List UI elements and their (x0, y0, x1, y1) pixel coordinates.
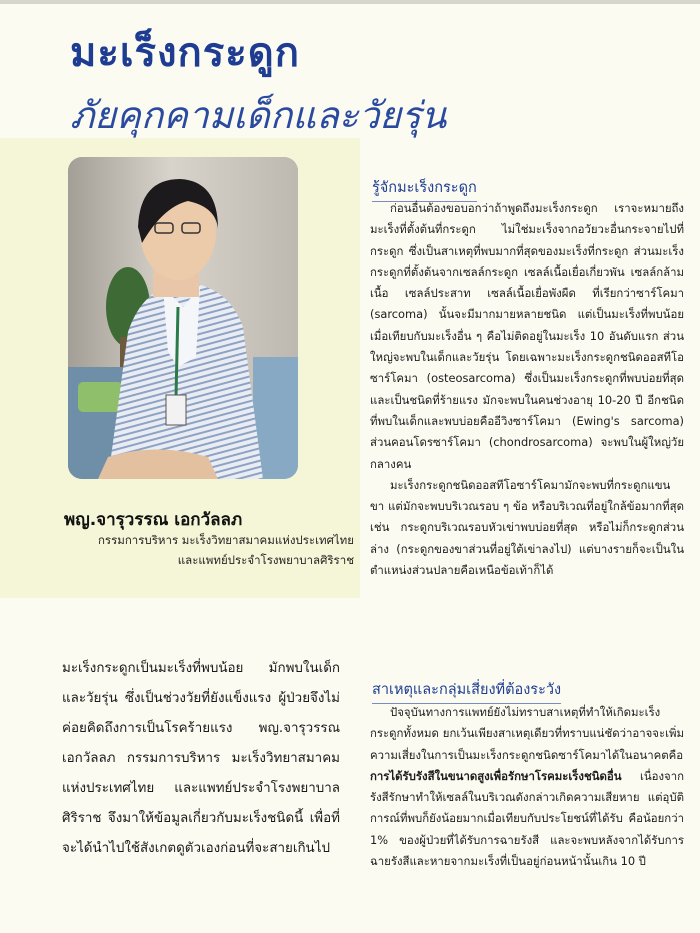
section-heading-causes: สาเหตุและกลุ่มเสี่ยงที่ต้องระวัง (372, 678, 561, 704)
section-about-body (370, 198, 684, 581)
doctor-credentials (64, 530, 354, 570)
causes-text-start: ปัจจุบันทางการแพทย์ยังไม่ทราบสาเหตุที่ทำให้เกิดมะเร็งกระดูกทั้งหมด ยกเว้นเพียงสาเหตุเดียวที่ทราบแน่ชัดว่าอาจจะเพิ่มความเสี่ยงในการเป็นมะเร็งกระดูกชนิดซาร์โคมาได้ในอนาคตคือ (370, 705, 684, 762)
section-heading-about: รู้จักมะเร็งกระดูก (372, 176, 477, 202)
intro-paragraph: มะเร็งกระดูกเป็นมะเร็งที่พบน้อย มักพบในเด็กและวัยรุ่น ซึ่งเป็นช่วงวัยที่ยังแข็งแรง ผู้ป่วยจึงไม่ค่อยคิดถึงการเป็นโรคร้ายแรง พญ.จารุวรรณ เอกวัลลภ กรรมการบริหาร มะเร็งวิทยาสมาคมแห่งประเทศไทย และแพทย์ประจำโรงพยาบาลศิริราช จึงมาให้ข้อมูลเกี่ยวกับมะเร็งชนิดนี้ เพื่อที่จะได้นำไปใช้สังเกตดูตัวเองก่อนที่จะสายเกินไป (62, 661, 340, 856)
causes-text-bold: การได้รับรังสีในขนาดสูงเพื่อรักษาโรคมะเร็งชนิดอื่น (370, 768, 622, 783)
credentials-line1: กรรมการบริหาร มะเร็งวิทยาสมาคมแห่งประเทศไทย (97, 533, 354, 547)
page-title: มะเร็งกระดูก (70, 30, 300, 76)
about-paragraph-2: มะเร็งกระดูกชนิดออสทีโอซาร์โคมามักจะพบที่กระดูกแขนขา แต่มักจะพบบริเวณรอบ ๆ ข้อ หรือบริเวณที่อยู่ใกล้ข้อมากที่สุด เช่น กระดูกบริเวณรอบหัวเข่าพบบ่อยที่สุด หรือไม่ก็กระดูกส่วนล่าง (กระดูกของขาส่วนที่อยู่ใต้เข่าลงไป) แต่บางรายก็จะเป็นในตำแหน่งส่วนปลายคือเหนือข้อเท้าก็ได้ (370, 477, 684, 578)
causes-text-end: เนื่องจากรังสีรักษาทำให้เซลล์ในบริเวณดังกล่าวเกิดความเสียหาย แต่อุบัติการณ์ที่พบก็ยังน้อยมากเมื่อเทียบกับประโยชน์ที่ได้รับ คือน้อยกว่า 1% ของผู้ป่วยที่ได้รับการฉายรังสี และจะพบหลังจากได้รับการฉายรังสีและหายจากมะเร็งที่เป็นอยู่ก่อนหน้านั้นเกิน 10 ปี (370, 768, 684, 869)
doctor-name: พญ.จารุวรรณ เอกวัลลภ (64, 510, 243, 530)
doctor-photo (68, 157, 298, 479)
section-causes-body (370, 702, 684, 872)
top-strip (0, 0, 700, 4)
page-subtitle: ภัยคุกคามเด็กและวัยรุ่น (70, 94, 447, 137)
about-paragraph-1: ก่อนอื่นต้องขอบอกว่าถ้าพูดถึงมะเร็งกระดูก เราจะหมายถึงมะเร็งที่ตั้งต้นที่กระดูก ไม่ใช่มะเร็งจากอวัยวะอื่นกระจายไปที่กระดูก ซึ่งเป็นสาเหตุที่พบมากที่สุดของมะเร็งที่กระดูก ส่วนมะเร็งกระดูกที่ตั้งต้นจากเซลล์กระดูก เซลล์เนื้อเยื่อเกี่ยวพัน เซลล์กล้ามเนื้อ เซลล์ประสาท เซลล์เนื้อเยื่อพังผืด ที่เรียกว่าซาร์โคมา (sarcoma) นั้นจะมีมากมายหลายชนิด แต่เป็นมะเร็งที่พบน้อยเมื่อเทียบกับมะเร็งอื่น ๆ คือไม่ติดอยู่ในมะเร็ง 10 อันดับแรก ส่วนใหญ่จะพบในเด็กและวัยรุ่น โดยเฉพาะมะเร็งกระดูกชนิดออสทีโอซาร์โคมา (osteosarcoma) ซึ่งเป็นมะเร็งกระดูกที่พบบ่อยที่สุดและเป็นชนิดที่ร้ายแรง มักจะพบในคนช่วงอายุ 10-20 ปี อีกชนิดที่พบในเด็กและพบบ่อยคืออีวิงซาร์โคมา (Ewing's sarcoma) ส่วนคอนโดรซาร์โคมา (chondrosarcoma) จะพบในผู้ใหญ่วัยกลางคน (370, 201, 684, 471)
credentials-line2: และแพทย์ประจำโรงพยาบาลศิริราช (177, 553, 354, 567)
causes-paragraph-1 (370, 702, 684, 872)
